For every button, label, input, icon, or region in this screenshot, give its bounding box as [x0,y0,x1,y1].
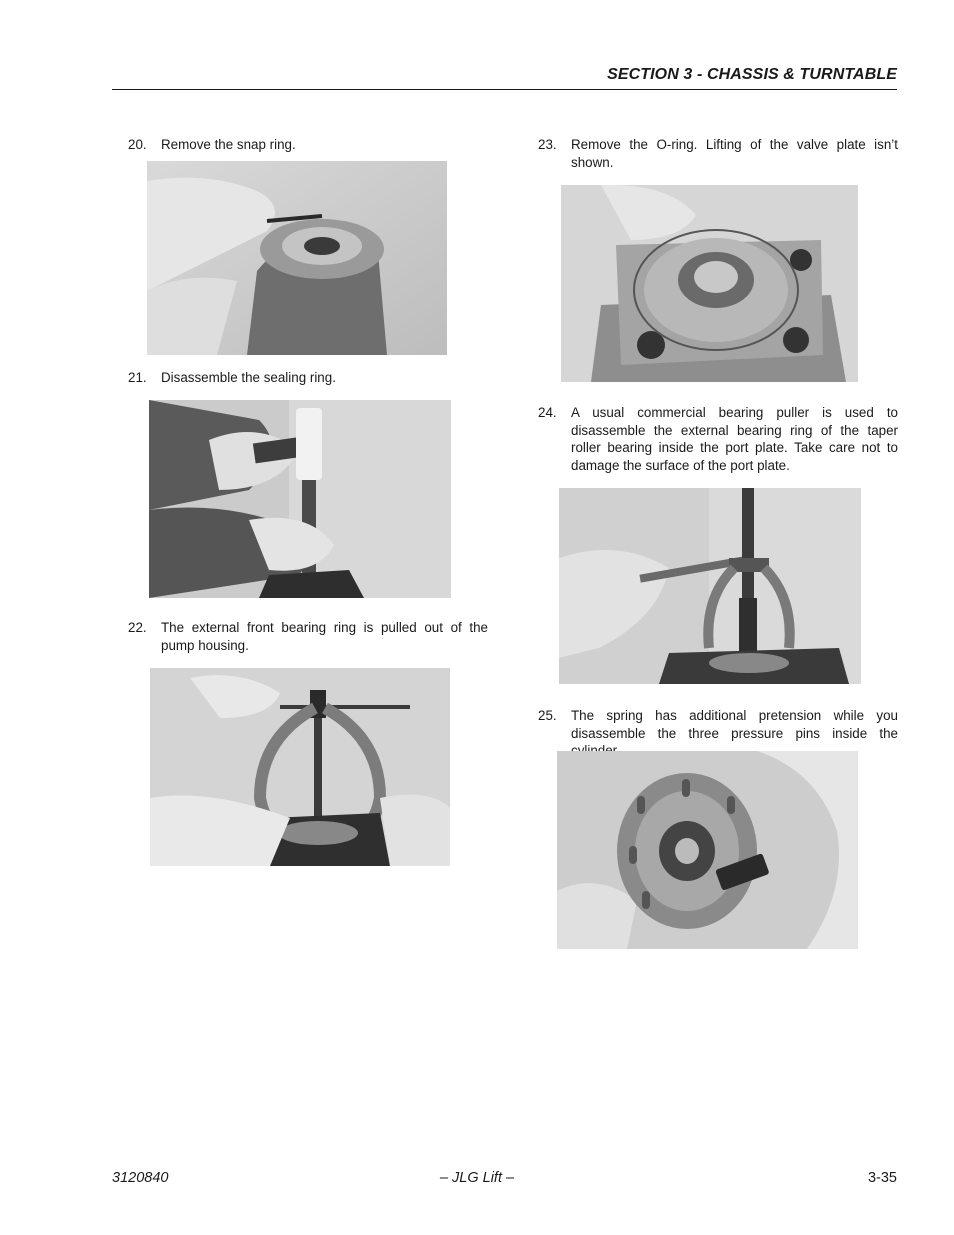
header-rule [112,89,897,90]
step-number: 22. [128,620,147,635]
footer-page-number: 3-35 [867,1170,897,1186]
step-text: A usual commercial bearing puller is used to disassemble the external bearing ring of the taper roller bearing inside the port plate. Take care not to damage the surface of the port plate. [571,405,898,473]
photo-remove-o-ring [561,185,858,382]
footer-doc-number: 3120840 [112,1170,169,1186]
step-text: Remove the snap ring. [161,137,296,152]
step-text: Remove the O-ring. Lifting of the valve plate isn’t shown. [571,137,898,170]
footer-center: – JLG Lift – [439,1170,515,1186]
photo-bearing-puller [559,488,861,684]
photo-front-bearing-ring [150,668,450,866]
step-number: 21. [128,370,147,385]
step-number: 24. [538,405,557,420]
photo-sealing-ring [149,400,451,598]
step-text: The external front bearing ring is pulled out of the pump housing. [161,620,488,653]
step-text: Disassemble the sealing ring. [161,370,336,385]
photo-remove-snap-ring [147,161,447,355]
step-number: 25. [538,708,557,723]
section-title: SECTION 3 - CHASSIS & TURNTABLE [607,66,897,83]
photo-pressure-pins [557,751,858,949]
step-text: The spring has additional pretension while you disassemble the three pressure pins inside the [571,708,898,741]
step-number: 23. [538,137,557,152]
step-number: 20. [128,137,147,152]
